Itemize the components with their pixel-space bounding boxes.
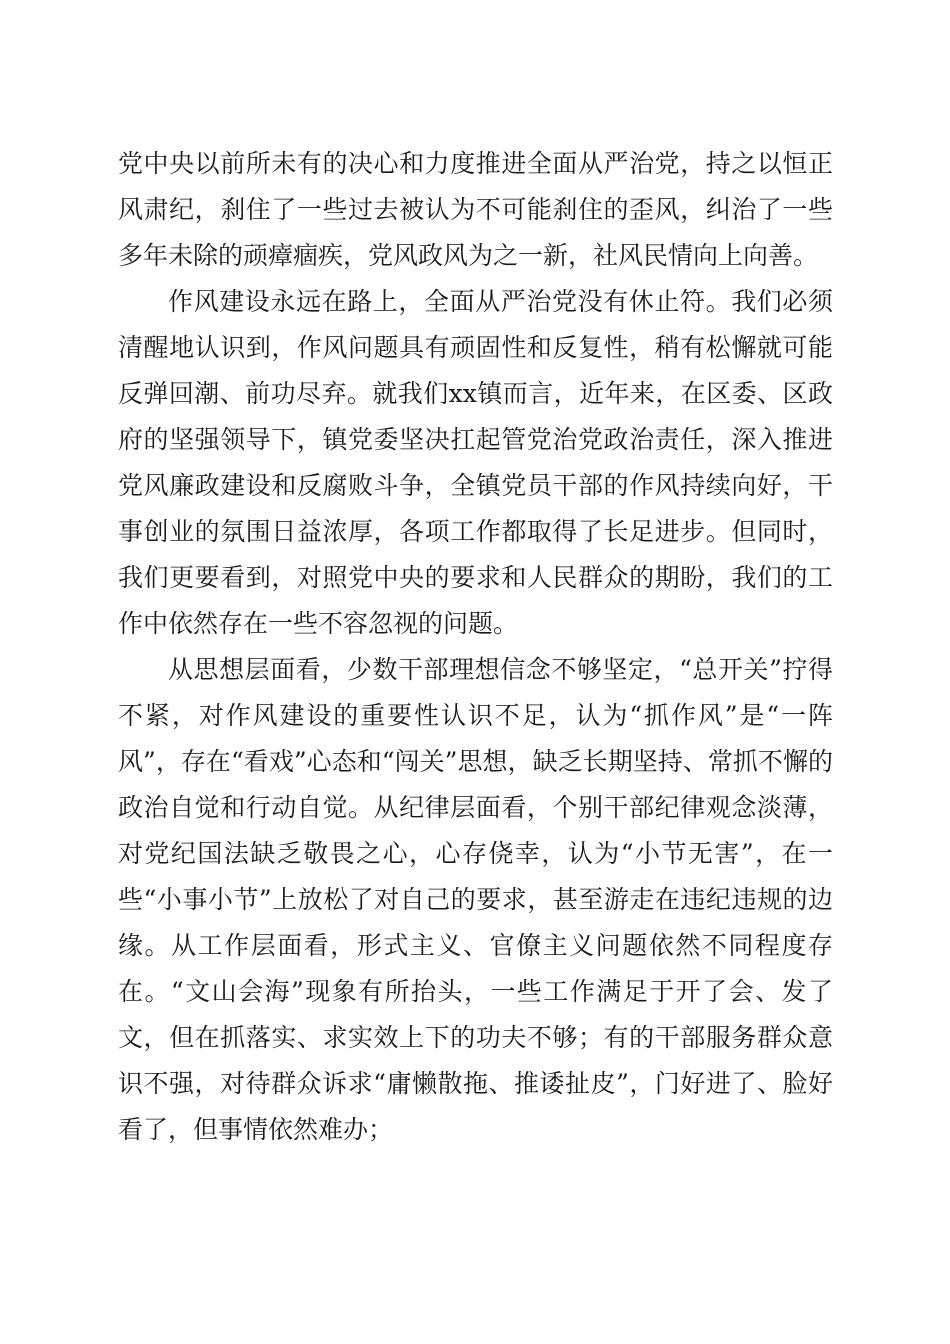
paragraph-2: 作风建设永远在路上，全面从严治党没有休止符。我们必须清醒地认识到，作风问题具有顽固性和反复性，稍有松懈就可能反弹回潮、前功尽弃。就我们xx镇而言，近年来，在区委、区政府的坚强领导下，镇党委坚决扛起管党治党政治责任，深入推进党风廉政建设和反腐败斗争，全镇党员干部的作风持续向好，干事创业的氛围日益浓厚，各项工作都取得了长足进步。但同时，我们更要看到，对照党中央的要求和人民群众的期盼，我们的工作中依然存在一些不容忽视的问题。: [118, 287, 833, 638]
document-body: [118, 141, 833, 1153]
paragraph-3: 从思想层面看，少数干部理想信念不够坚定，“总开关”拧得不紧，对作风建设的重要性认识不足，认为“抓作风”是“一阵风”，存在“看戏”心态和“闯关”思想，缺乏长期坚持、常抓不懈的政治自觉和行动自觉。从纪律层面看，个别干部纪律观念淡薄，对党纪国法缺乏敬畏之心，心存侥幸，认为“小节无害”，在一些“小事小节”上放松了对自己的要求，甚至游走在违纪违规的边缘。从工作层面看，形式主义、官僚主义问题依然不同程度存在。“文山会海”现象有所抬头，一些工作满足于开了会、发了文，但在抓落实、求实效上下的功夫不够；有的干部服务群众意识不强，对待群众诉求“庸懒散拖、推诿扯皮”，门好进了、脸好看了，但事情依然难办；: [118, 655, 833, 1144]
paragraph-1: 党中央以前所未有的决心和力度推进全面从严治党，持之以恒正风肃纪，刹住了一些过去被认为不可能刹住的歪风，纠治了一些多年未除的顽瘴痼疾，党风政风为之一新，社风民情向上向善。: [118, 149, 833, 270]
